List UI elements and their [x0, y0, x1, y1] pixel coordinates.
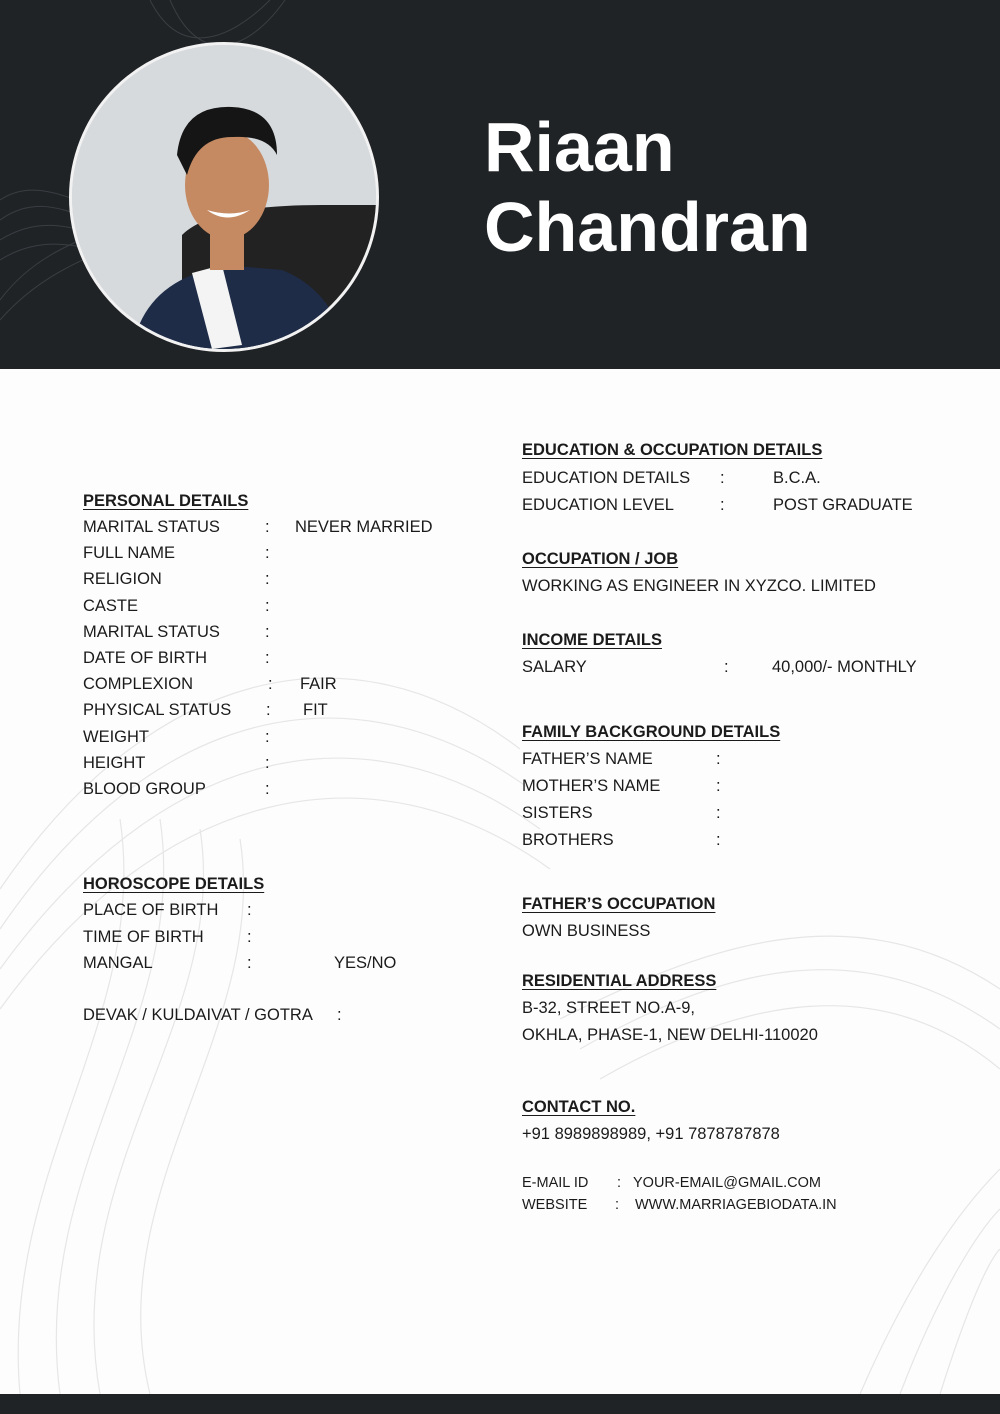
first-name: Riaan [484, 108, 675, 186]
personal-row-label: BLOOD GROUP [83, 780, 206, 798]
personal-row-colon: : [265, 754, 270, 772]
personal-details-heading: PERSONAL DETAILS [83, 492, 249, 510]
horoscope-row-value: YES/NO [334, 954, 397, 972]
personal-row-colon: : [265, 649, 270, 667]
header-banner [0, 0, 1000, 369]
personal-row-label: WEIGHT [83, 728, 149, 746]
salary-label: SALARY [522, 658, 587, 676]
website-value[interactable]: WWW.MARRIAGEBIODATA.IN [635, 1197, 837, 1213]
education-heading: EDUCATION & OCCUPATION DETAILS [522, 441, 823, 459]
family-row-label: MOTHER’S NAME [522, 777, 661, 795]
personal-row-label: FULL NAME [83, 544, 175, 562]
personal-row-colon: : [265, 570, 270, 588]
email-value[interactable]: YOUR-EMAIL@GMAIL.COM [633, 1175, 821, 1191]
personal-row-label: DATE OF BIRTH [83, 649, 208, 667]
address-line-2: OKHLA, PHASE-1, NEW DELHI-110020 [522, 1026, 818, 1044]
horoscope-row-colon: : [247, 928, 252, 946]
occupation-heading: OCCUPATION / JOB [522, 550, 679, 568]
father-occupation-heading: FATHER’S OCCUPATION [522, 895, 716, 913]
devak-label: DEVAK / KULDAIVAT / GOTRA [83, 1006, 313, 1024]
devak-colon: : [337, 1006, 342, 1024]
profile-photo [69, 42, 379, 352]
website-colon: : [615, 1197, 620, 1213]
personal-row-label: RELIGION [83, 570, 162, 588]
family-row-colon: : [716, 750, 721, 768]
personal-row-colon: : [265, 518, 270, 536]
personal-row-value: FAIR [300, 675, 337, 693]
education-row-colon: : [720, 496, 725, 514]
father-occupation-text: OWN BUSINESS [522, 922, 651, 940]
personal-row-label: MARITAL STATUS [83, 623, 220, 641]
personal-row-label: CASTE [83, 597, 139, 615]
family-heading: FAMILY BACKGROUND DETAILS [522, 723, 781, 741]
salary-value: 40,000/- MONTHLY [772, 658, 917, 676]
personal-row-value: FIT [303, 701, 328, 719]
last-name: Chandran [484, 188, 811, 266]
personal-row-value: NEVER MARRIED [295, 518, 433, 536]
personal-row-colon: : [265, 597, 270, 615]
personal-row-colon: : [266, 701, 271, 719]
address-heading: RESIDENTIAL ADDRESS [522, 972, 717, 990]
personal-row-colon: : [265, 728, 270, 746]
horoscope-row-label: MANGAL [83, 954, 153, 972]
family-row-colon: : [716, 777, 721, 795]
address-line-1: B-32, STREET NO.A-9, [522, 999, 695, 1017]
horoscope-row-colon: : [247, 954, 252, 972]
personal-row-label: COMPLEXION [83, 675, 194, 693]
education-row-value: B.C.A. [773, 469, 821, 487]
education-row-label: EDUCATION DETAILS [522, 469, 691, 487]
horoscope-details-heading: HOROSCOPE DETAILS [83, 875, 265, 893]
income-heading: INCOME DETAILS [522, 631, 662, 649]
contact-heading: CONTACT NO. [522, 1098, 636, 1116]
salary-colon: : [724, 658, 729, 676]
personal-row-colon: : [265, 780, 270, 798]
education-row-label: EDUCATION LEVEL [522, 496, 674, 514]
website-label: WEBSITE [522, 1197, 588, 1213]
family-row-label: FATHER’S NAME [522, 750, 653, 768]
family-row-colon: : [716, 831, 721, 849]
personal-row-colon: : [268, 675, 273, 693]
phone-numbers: +91 8989898989, +91 7878787878 [522, 1125, 780, 1143]
family-row-label: SISTERS [522, 804, 593, 822]
personal-row-colon: : [265, 623, 270, 641]
footer-bar [0, 1394, 1000, 1414]
education-row-colon: : [720, 469, 725, 487]
horoscope-row-colon: : [247, 901, 252, 919]
personal-row-colon: : [265, 544, 270, 562]
education-row-value: POST GRADUATE [773, 496, 913, 514]
personal-row-label: MARITAL STATUS [83, 518, 220, 536]
family-row-colon: : [716, 804, 721, 822]
family-row-label: BROTHERS [522, 831, 614, 849]
horoscope-row-label: PLACE OF BIRTH [83, 901, 219, 919]
occupation-text: WORKING AS ENGINEER IN XYZCO. LIMITED [522, 577, 876, 595]
personal-row-label: HEIGHT [83, 754, 146, 772]
personal-row-label: PHYSICAL STATUS [83, 701, 232, 719]
email-label: E-MAIL ID [522, 1175, 589, 1191]
email-colon: : [617, 1175, 622, 1191]
horoscope-row-label: TIME OF BIRTH [83, 928, 204, 946]
